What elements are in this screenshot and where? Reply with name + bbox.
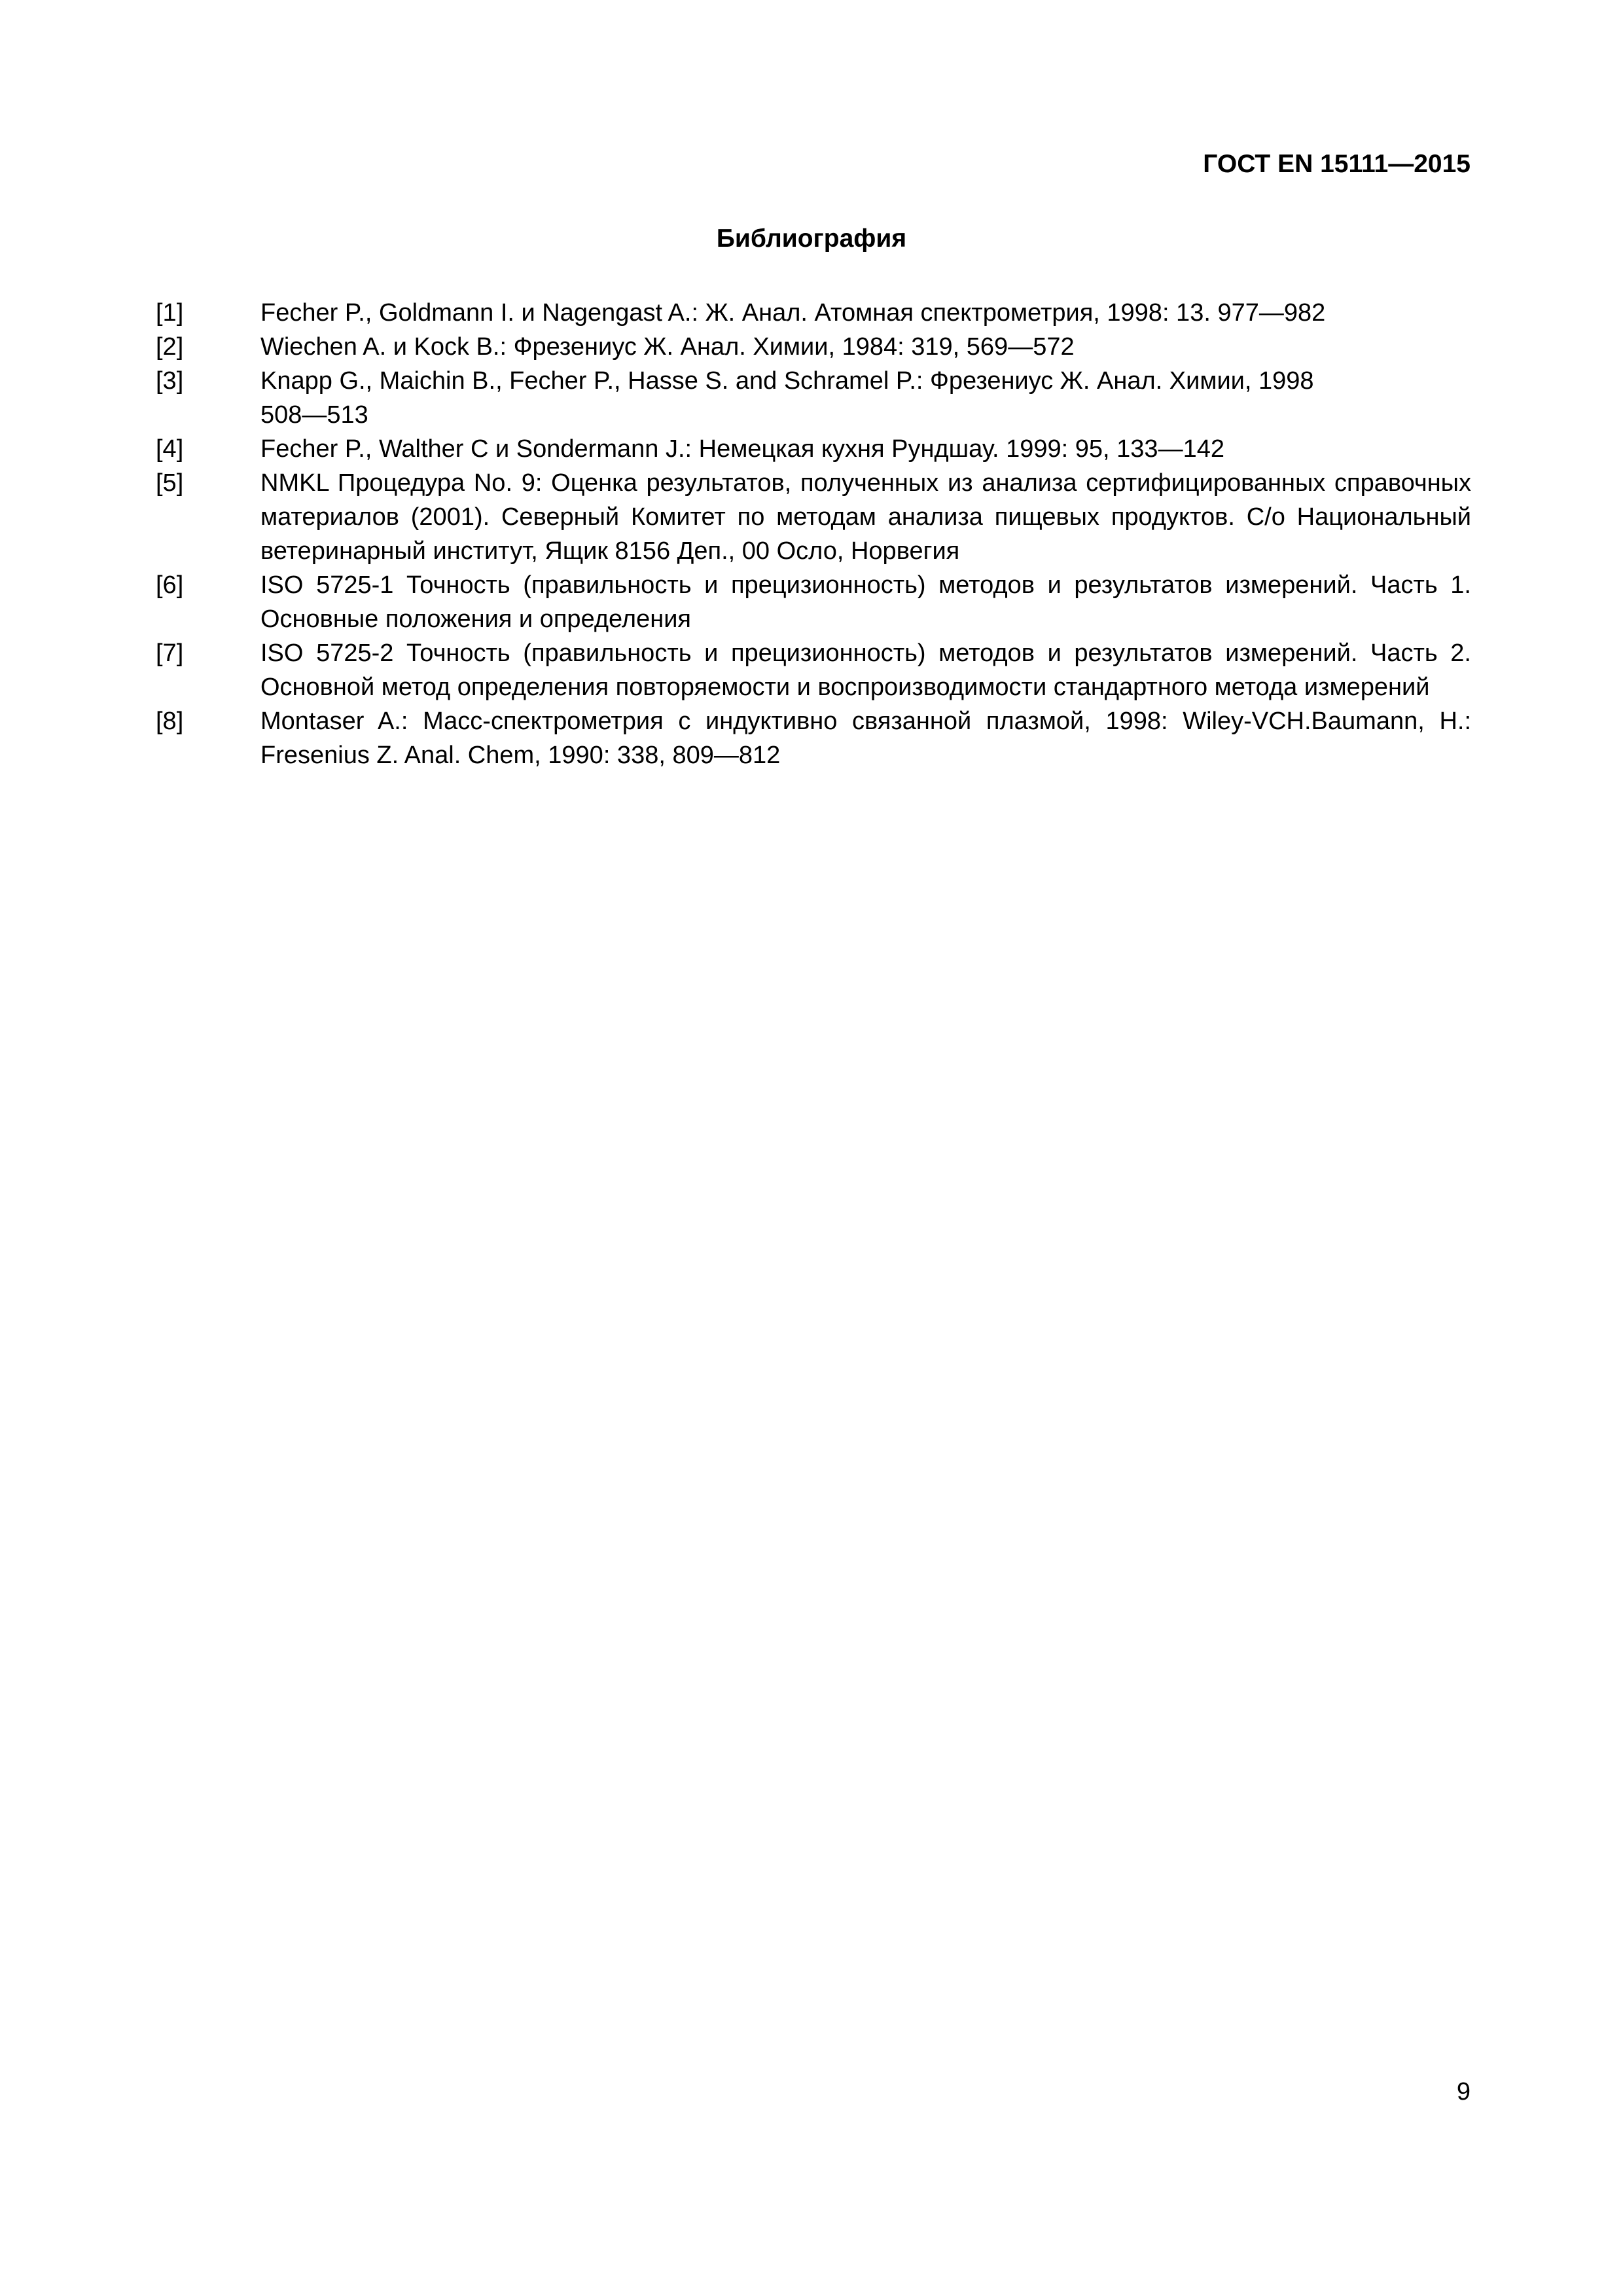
entry-text: NMKL Процедура No. 9: Оценка результатов, полученных из анализа сертифицированных справочных материалов (2001). Северный Комитет по методам анализа пищевых продуктов. С/о Национальный ветеринарный институт, Ящик 8156 Деп., 00 Осло, Норвегия [260,469,1471,565]
bibliography-entry-6 [156,568,1471,636]
entry-text: ISO 5725-2 Точность (правильность и прецизионность) методов и результатов измерений. Часть 2. Основной метод определения повторяемости и воспроизводимости стандартного метода измерений [260,639,1471,701]
bibliography-entry-7 [156,636,1471,704]
bibliography-entry-2 [156,330,1471,364]
standard-id: ГОСТ EN 15111—2015 [1203,150,1471,178]
bibliography-entry-4 [156,432,1471,466]
entry-number: [4] [156,435,184,463]
page-number: 9 [1456,2078,1471,2106]
entry-number: [7] [156,639,184,667]
entry-number: [1] [156,299,184,327]
section-title: Библиография [716,224,907,253]
entry-number: [2] [156,333,184,361]
entry-text: Fecher P., Goldmann I. и Nagengast A.: Ж. Анал. Атомная спектрометрия, 1998: 13. 977—982 [260,299,1326,327]
entry-text: Montaser A.: Масс-спектрометрия с индуктивно связанной плазмой, 1998: Wiley-VCH.Baumann, H.: Fresenius Z. Anal. Chem, 1990: 338, 809—812 [260,708,1471,769]
entry-number: [8] [156,708,184,735]
entry-text: Knapp G., Maichin B., Fecher P., Hasse S. and Schramel P.: Фрезениус Ж. Анал. Химии, 1998 508—513 [260,367,1314,429]
entry-text: ISO 5725-1 Точность (правильность и прецизионность) методов и результатов измерений. Часть 1. Основные положения и определения [260,571,1471,633]
entry-text: Wiechen A. и Kock B.: Фрезениус Ж. Анал. Химии, 1984: 319, 569—572 [260,333,1075,361]
entry-text: Fecher P., Walther C и Sondermann J.: Немецкая кухня Рундшау. 1999: 95, 133—142 [260,435,1224,463]
entry-number: [3] [156,367,184,395]
bibliography-entry-5 [156,466,1471,568]
entry-number: [6] [156,571,184,599]
entry-number: [5] [156,469,184,497]
bibliography-entry-8 [156,704,1471,772]
bibliography-entry-1 [156,296,1471,330]
bibliography-entry-3 [156,364,1471,432]
bibliography-list [156,296,1471,772]
